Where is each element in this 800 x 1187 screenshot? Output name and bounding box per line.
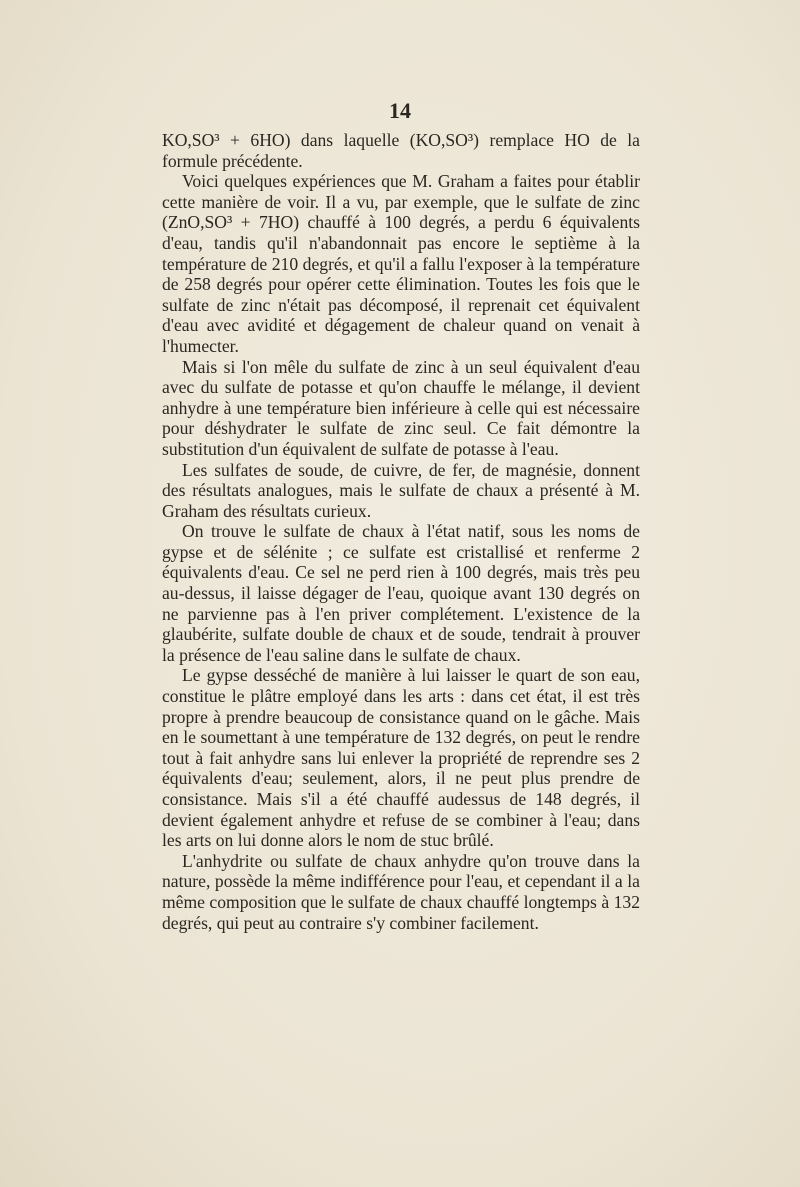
page-number: 14 [389,98,411,123]
paragraph-3: Mais si l'on mêle du sulfate de zinc à un seul équivalent d'eau avec du sulfate de potasse et qu'on chauffe le mélange, il devient anhydre à une température bien inférieure à celle qui est nécessaire pour déshydrater le sulfate de zinc seul. Ce fait démontre la substitution d'un équivalent de sulfate de potasse à l'eau. [162,356,640,459]
paragraph-2: Voici quelques expériences que M. Graham a faites pour établir cette manière de voir. Il a vu, par exemple, que le sulfate de zinc (ZnO,SO³ + 7HO) chauffé à 100 degrés, a perdu 6 équivalents d'eau, tandis qu'il n'abandonnait pas encore le septième à la température de 210 degrés, et qu'il a fallu l'exposer à la température de 258 degrés pour opérer cette élimination. Toutes les fois que le sulfate de zinc n'était pas décomposé, il reprenait cet équivalent d'eau avec avidité et dégagement de chaleur quand on venait à l'humecter. [162,171,640,356]
paragraph-7: L'anhydrite ou sulfate de chaux anhydre qu'on trouve dans la nature, possède la même indifférence pour l'eau, et cependant il a la même composition que le sulfate de chaux chauffé longtemps à 132 degrés, qui peut au contraire s'y combiner facilement. [162,850,640,933]
paragraph-6: Le gypse desséché de manière à lui laisser le quart de son eau, constitue le plâtre employé dans les arts : dans cet état, il est très propre à prendre beaucoup de consistance quand on le gâche. Mais en le soumettant à une température de 132 degrés, on peut le rendre tout à fait anhydre sans lui enlever la propriété de reprendre ses 2 équivalents d'eau; seulement, alors, il ne peut plus prendre de consistance. Mais s'il a été chauffé audessus de 148 degrés, il devient également anhydre et refuse de se combiner à l'eau; dans les arts on lui donne alors le nom de stuc brûlé. [162,665,640,851]
paragraph-1: KO,SO³ + 6HO) dans laquelle (KO,SO³) remplace HO de la formule précédente. [162,130,640,171]
paragraph-5: On trouve le sulfate de chaux à l'état natif, sous les noms de gypse et de sélénite ; ce sulfate est cristallisé et renferme 2 équivalents d'eau. Ce sel ne perd rien à 100 degrés, mais très peu au-dessus, il laisse dégager de l'eau, quoique avant 130 degrés on ne parvienne pas à l'en priver complétement. L'existence de la glaubérite, sulfate double de chaux et de soude, tendrait à prouver la présence de l'eau saline dans le sulfate de chaux. [162,521,640,665]
body-text [162,130,640,933]
paragraph-4: Les sulfates de soude, de cuivre, de fer, de magnésie, donnent des résultats analogues, mais le sulfate de chaux a présenté à M. Graham des résultats curieux. [162,459,640,521]
